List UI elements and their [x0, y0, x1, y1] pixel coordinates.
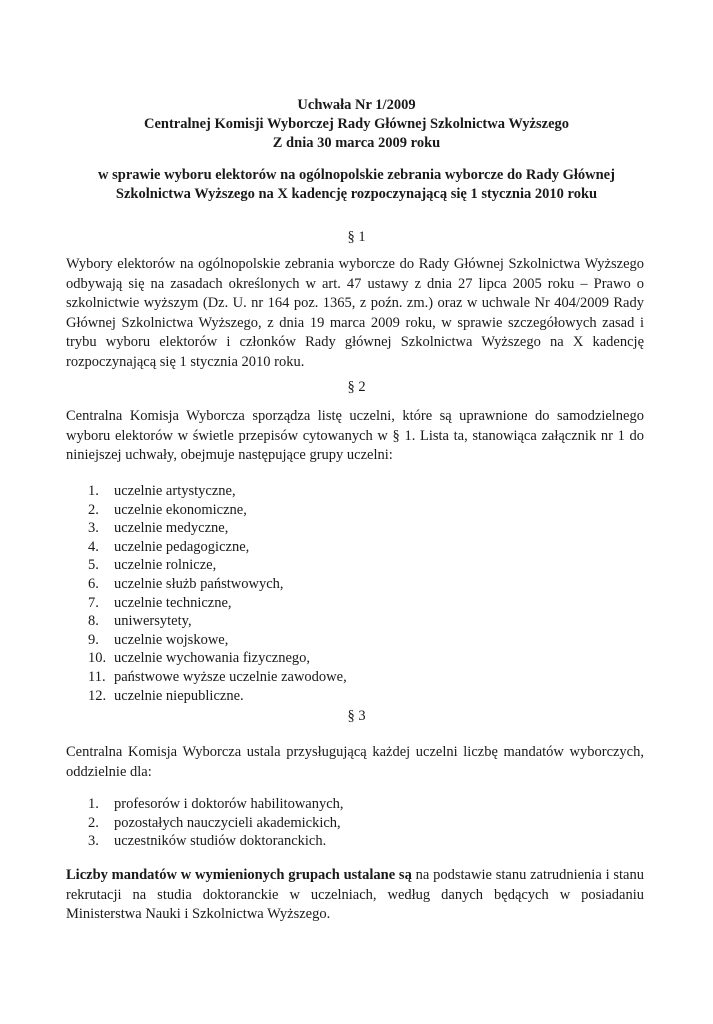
subject-line-2: Szkolnictwa Wyższego na X kadencję rozpoczynającą się 1 stycznia 2010 roku	[115, 186, 598, 202]
resolution-date: Z dnia 30 marca 2009 roku	[272, 135, 441, 151]
list-item: 12. uczelnie niepubliczne.	[88, 687, 244, 704]
section-2-text: Centralna Komisja Wyborcza sporządza listę uczelni, które są uprawnione do samodzielnego wyboru elektorów w świetle przepisów cytowanych w § 1. Lista ta, stanowiąca załącznik nr 1 do niniejszej uchwały, obejmuje następujące grupy uczelni:	[66, 408, 644, 464]
subject-line-1: w sprawie wyboru elektorów na ogólnopolskie zebrania wyborcze do Rady Głównej	[98, 167, 615, 183]
list-item: 2. uczelnie ekonomiczne,	[88, 501, 247, 518]
section-1-mark: § 1	[347, 229, 366, 245]
section-1-text: Wybory elektorów na ogólnopolskie zebrania wyborcze do Rady Głównej Szkolnictwa Wyższego odbywają się na zasadach określonych w art. 47 ustawy z dnia 27 lipca 2005 roku – Prawo o szkolnictwie wyższym (Dz. U. nr 164 poz. 1365, z poźn. zm.) oraz w uchwale Nr 404/2009 Rady Głównej Szkolnictwa Wyższego, z dnia 19 marca 2009 roku, w sprawie szczegółowych zasad i trybu wyboru elektorów i członków Rady głównej Szkolnictwa Wyższego na X kadencję rozpoczynającą się 1 stycznia 2010 roku.	[66, 256, 644, 370]
list-item: 6. uczelnie służb państwowych,	[88, 575, 284, 592]
list-item: 9. uczelnie wojskowe,	[88, 631, 229, 648]
resolution-number: Uchwała Nr 1/2009	[297, 97, 416, 113]
resolution-subject	[56, 166, 657, 204]
closing-rest: na podstawie stanu zatrudnienia i stanu rekrutacji na studia doktoranckie w uczelniach, według danych będących w posiadaniu Ministerstwa Nauki i Szkolnictwa Wyższego.	[66, 867, 644, 923]
list-item: 1. uczelnie artystyczne,	[88, 483, 236, 499]
university-groups-list	[88, 482, 347, 705]
list-item: 3. uczelnie medyczne,	[88, 520, 229, 537]
list-item: 11. państwowe wyższe uczelnie zawodowe,	[88, 668, 347, 685]
section-3-text: Centralna Komisja Wyborcza ustala przysługującą każdej uczelni liczbę mandatów wyborczych, oddzielnie dla:	[66, 744, 644, 780]
section-3-mark: § 3	[347, 708, 366, 724]
list-item: 5. uczelnie rolnicze,	[88, 557, 217, 574]
list-item: 3. uczestników studiów doktoranckich.	[88, 833, 327, 850]
list-item: 4. uczelnie pedagogiczne,	[88, 538, 250, 555]
list-item: 2. pozostałych nauczycieli akademickich,	[88, 814, 341, 831]
section-3-closing	[66, 866, 644, 925]
closing-bold-phrase: Liczby mandatów w wymienionych grupach ustalane są	[66, 867, 412, 883]
mandate-groups-list	[88, 795, 344, 851]
resolution-title	[60, 96, 653, 153]
issuing-body: Centralnej Komisji Wyborczej Rady Głównej Szkolnictwa Wyższego	[143, 116, 570, 132]
list-item: 1. profesorów i doktorów habilitowanych,	[88, 796, 344, 812]
list-item: 8. uniwersytety,	[88, 613, 192, 630]
list-item: 7. uczelnie techniczne,	[88, 594, 232, 611]
section-2-mark: § 2	[347, 379, 366, 395]
list-item: 10. uczelnie wychowania fizycznego,	[88, 650, 311, 667]
